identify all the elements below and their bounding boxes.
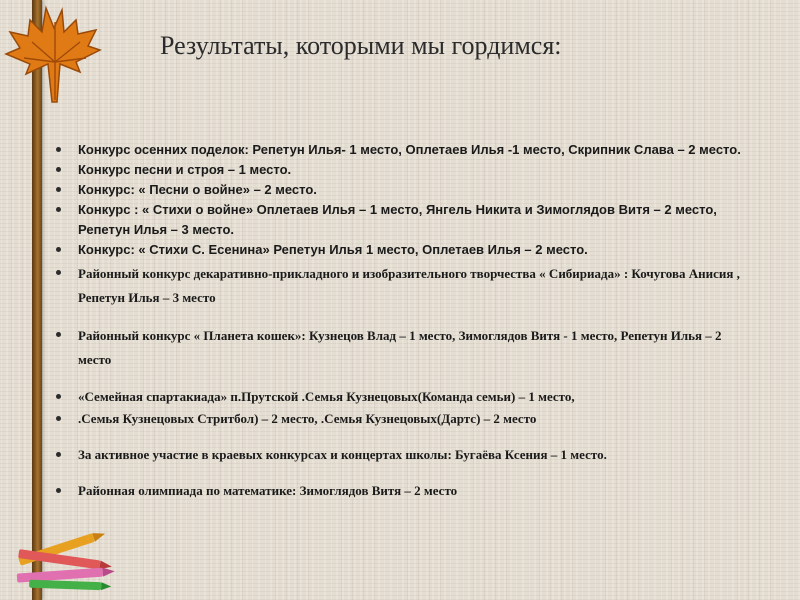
bullet-icon — [56, 147, 61, 152]
list-item: За активное участие в краевых конкурсах и концертах школы: Бугаёва Ксения – 1 место. — [56, 444, 756, 466]
bullet-icon — [56, 270, 61, 275]
list-item: Районный конкурс « Планета кошек»: Кузнецов Влад – 1 место, Зимоглядов Витя - 1 место, Репетун Илья – 2 место — [56, 324, 756, 372]
slide-title: Результаты, которыми мы гордимся: — [160, 31, 562, 60]
list-item: Конкурс : « Стихи о войне» Оплетаев Илья – 1 место, Янгель Никита и Зимоглядов Витя – 2 место, Репетун Илья – 3 место. — [56, 200, 756, 240]
autumn-leaf-icon — [2, 2, 112, 112]
list-item: Районная олимпиада по математике: Зимоглядов Витя – 2 место — [56, 480, 756, 502]
bullet-icon — [56, 416, 61, 421]
list-item: «Семейная спартакиада» п.Прутской .Семья Кузнецовых(Команда семьи) – 1 место, — [56, 386, 756, 408]
bullet-icon — [56, 394, 61, 399]
bullet-icon — [56, 207, 61, 212]
list-item: Районный конкурс декаративно-прикладного и изобразительного творчества « Сибириада» : Кочугова Анисия , Репетун Илья – 3 место — [56, 262, 756, 310]
bullet-icon — [56, 187, 61, 192]
achievements-list — [56, 140, 756, 502]
bullet-icon — [56, 247, 61, 252]
bullet-icon — [56, 452, 61, 457]
list-item: Конкурс: « Песни о войне» – 2 место. — [56, 180, 756, 200]
bullet-icon — [56, 488, 61, 493]
list-item: Конкурс песни и строя – 1 место. — [56, 160, 756, 180]
list-item: .Семья Кузнецовых Стритбол) – 2 место, .Семья Кузнецовых(Дартс) – 2 место — [56, 408, 756, 430]
crayons-icon — [8, 528, 128, 596]
list-item: Конкурс: « Стихи С. Есенина» Репетун Илья 1 место, Оплетаев Илья – 2 место. — [56, 240, 756, 260]
bullet-icon — [56, 167, 61, 172]
bullet-icon — [56, 332, 61, 337]
list-item: Конкурс осенних поделок: Репетун Илья- 1 место, Оплетаев Илья -1 место, Скрипник Слава – 2 место. — [56, 140, 756, 160]
